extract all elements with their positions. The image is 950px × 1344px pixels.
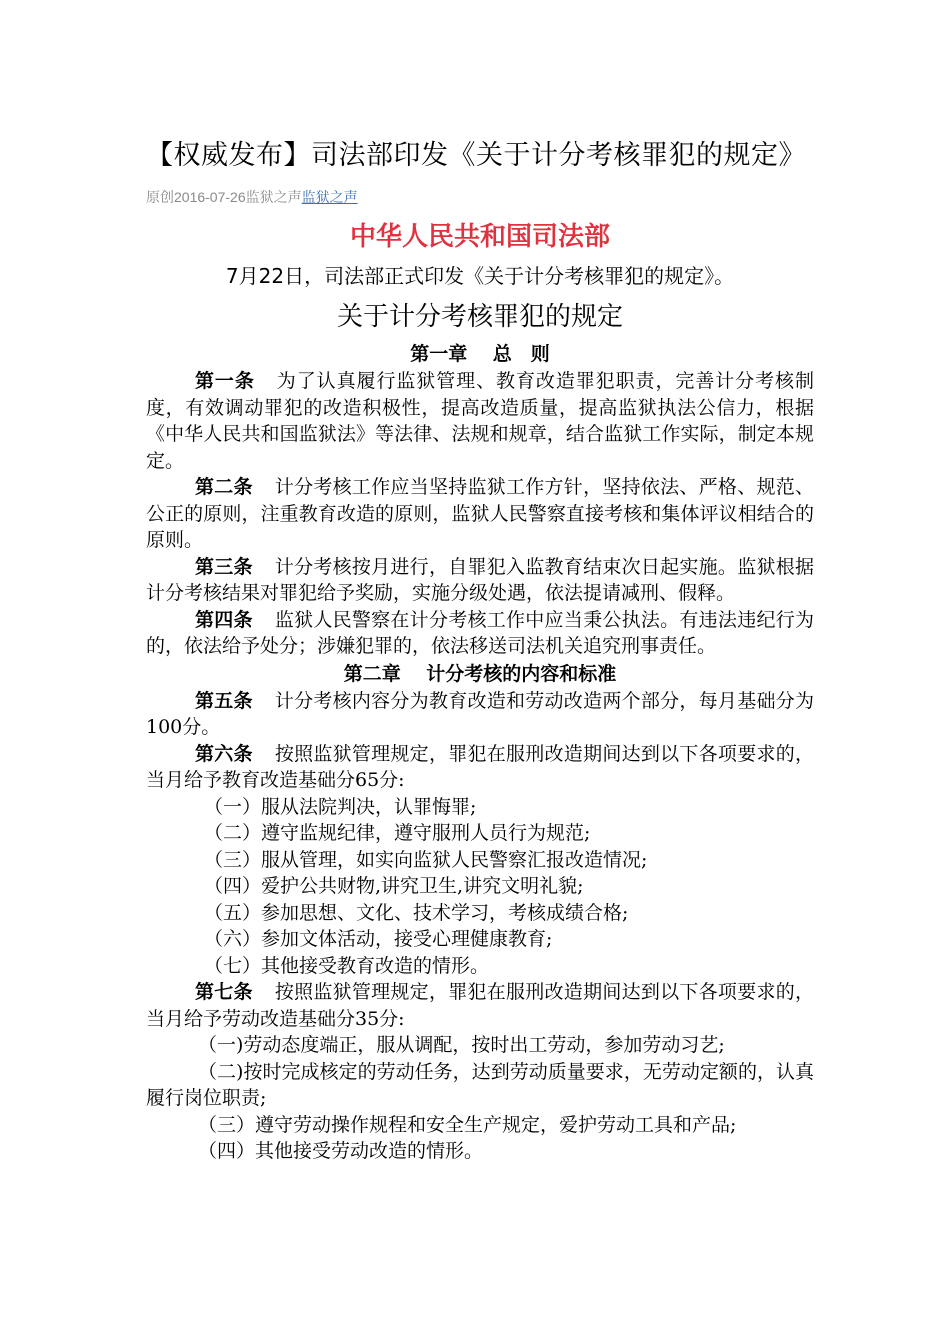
article-2 <box>146 474 814 554</box>
article-meta <box>146 186 814 208</box>
article-6-item: （五）参加思想、文化、技术学习，考核成绩合格; <box>204 901 629 924</box>
article-3-label: 第三条 <box>195 555 253 578</box>
chapter-1-heading: 第一章 总 则 <box>410 343 550 365</box>
source-link[interactable]: 监狱之声 <box>301 189 358 205</box>
article-6 <box>146 741 814 794</box>
article-6-item: （七）其他接受教育改造的情形。 <box>204 954 490 977</box>
article-6-item: （六）参加文体活动，接受心理健康教育; <box>204 928 553 950</box>
article-2-text: 计分考核工作应当坚持监狱工作方针，坚持依法、严格、规范、公正的原则，注重教育改造的原则，监狱人民警察直接考核和集体评议相结合的原则。 <box>146 476 814 551</box>
article-6-item: （二）遵守监规纪律，遵守服刑人员行为规范; <box>204 822 591 844</box>
article-7-item: （四）其他接受劳动改造的情形。 <box>198 1140 484 1162</box>
article-7 <box>146 979 814 1032</box>
document-page <box>146 120 814 1165</box>
article-6-item: （三）服从管理，如实向监狱人民警察汇报改造情况; <box>204 848 648 871</box>
article-6-item: （四）爱护公共财物,讲究卫生,讲究文明礼貌; <box>204 875 584 897</box>
article-7-text: 按照监狱管理规定，罪犯在服刑改造期间达到以下各项要求的，当月给予劳动改造基础分35分: <box>146 981 814 1030</box>
article-3-text: 计分考核按月进行，自罪犯入监教育结束次日起实施。监狱根据计分考核结果对罪犯给予奖励，实施分级处遇，依法提请减刑、假释。 <box>146 555 814 604</box>
article-7-item: （二)按时完成核定的劳动任务，达到劳动质量要求，无劳动定额的，认真履行岗位职责; <box>146 1060 814 1109</box>
article-4-label: 第四条 <box>195 608 253 631</box>
article-4 <box>146 607 814 660</box>
announcement: 7月22日，司法部正式印发《关于计分考核罪犯的规定》。 <box>225 264 735 288</box>
meta-date-source: 原创2016-07-26监狱之声 <box>146 189 302 205</box>
article-7-item: （三）遵守劳动操作规程和安全生产规定，爱护劳动工具和产品; <box>198 1113 737 1136</box>
article-6-label: 第六条 <box>195 742 253 765</box>
article-2-label: 第二条 <box>195 476 253 498</box>
article-6-text: 按照监狱管理规定，罪犯在服刑改造期间达到以下各项要求的，当月给予教育改造基础分65分: <box>146 742 814 791</box>
article-1 <box>146 368 814 474</box>
article-5 <box>146 688 814 741</box>
article-6-item: （一）服从法院判决，认罪悔罪; <box>204 795 477 818</box>
article-5-text: 计分考核内容分为教育改造和劳动改造两个部分，每月基础分为100分。 <box>146 689 814 738</box>
article-3 <box>146 554 814 607</box>
article-7-label: 第七条 <box>195 981 253 1003</box>
chapter-2-heading: 第二章 计分考核的内容和标准 <box>343 662 617 685</box>
org-heading: 中华人民共和国司法部 <box>349 222 610 252</box>
article-1-label: 第一条 <box>195 370 255 392</box>
article-4-text: 监狱人民警察在计分考核工作中应当秉公执法。有违法违纪行为的，依法给予处分；涉嫌犯罪的，依法移送司法机关追究刑事责任。 <box>146 608 814 657</box>
article-5-label: 第五条 <box>195 689 253 712</box>
regulation-title: 关于计分考核罪犯的规定 <box>336 302 623 332</box>
article-title: 【权威发布】司法部印发《关于计分考核罪犯的规定》 <box>146 140 806 171</box>
article-1-text: 为了认真履行监狱管理、教育改造罪犯职责，完善计分考核制度，有效调动罪犯的改造积极性，提高改造质量，提高监狱执法公信力，根据《中华人民共和国监狱法》等法律、法规和规章，结合监狱工作实际，制定本规定。 <box>146 370 814 472</box>
article-7-item: （一)劳动态度端正，服从调配，按时出工劳动，参加劳动习艺; <box>198 1034 725 1056</box>
